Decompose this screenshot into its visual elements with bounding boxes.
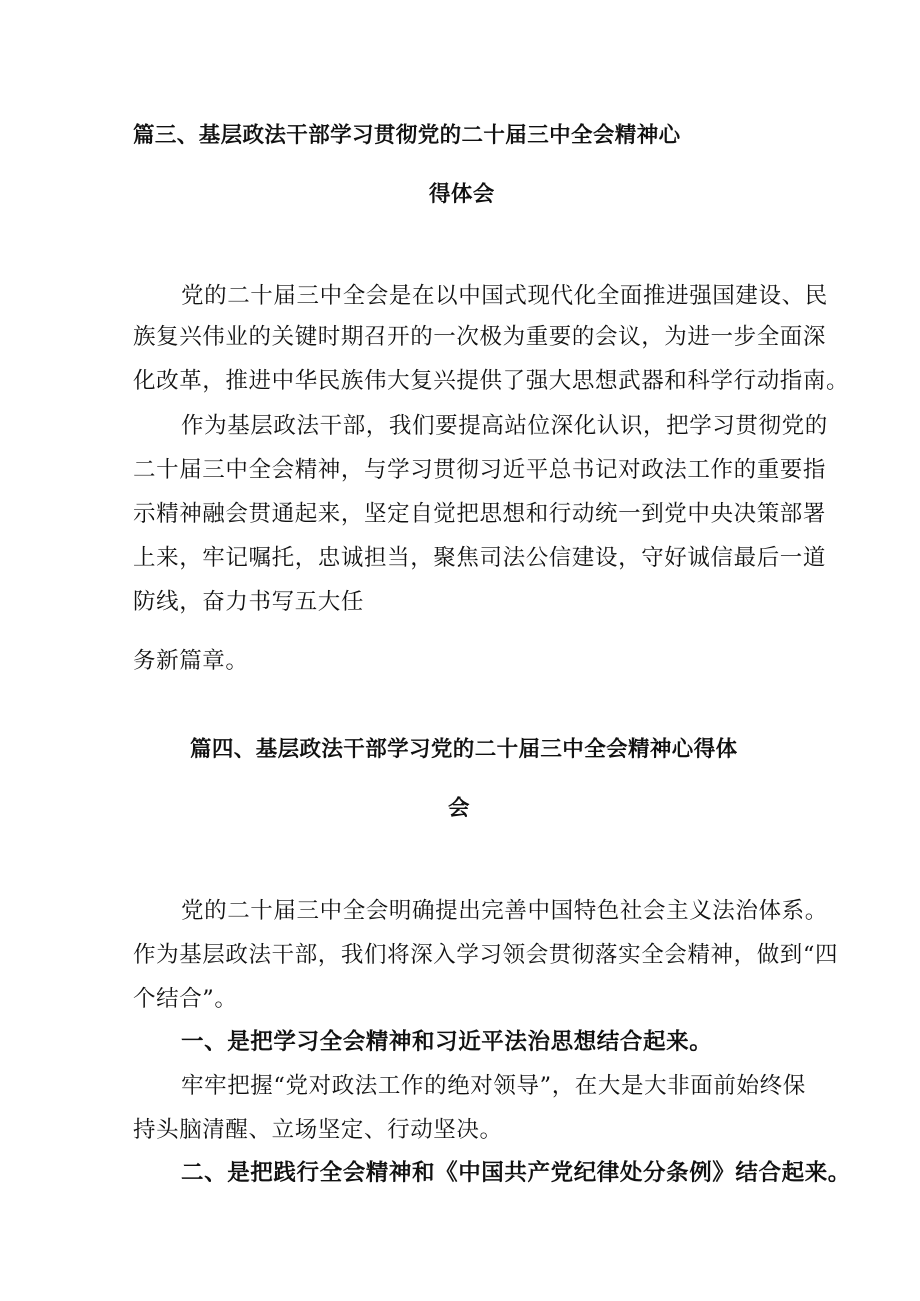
section3-p2-line2: 二十届三中全会精神，与学习贯彻习近平总书记对政法工作的重要指 <box>133 457 827 483</box>
section3-title-line2: 得体会 <box>429 182 495 207</box>
section3-p2-line5: 防线，奋力书写五大任 <box>133 589 365 615</box>
section4-point1-line2: 持头脑清醒、立场坚定、行动坚决。 <box>133 1117 503 1143</box>
section3-p2-line4: 上来，牢记嘱托，忠诚担当，聚焦司法公信建设，守好诚信最后一道 <box>133 545 827 571</box>
section3-p1-line3: 化改革，推进中华民族伟大复兴提供了强大思想武器和科学行动指南。 <box>133 368 850 394</box>
section4-point1-line1: 牢牢把握“党对政法工作的绝对领导”，在大是大非面前始终保 <box>181 1073 806 1099</box>
section3-p1-line2: 族复兴伟业的关键时期召开的一次极为重要的会议，为进一步全面深 <box>133 324 827 350</box>
section4-p1-line1: 党的二十届三中全会明确提出完善中国特色社会主义法治体系。 <box>181 898 828 924</box>
section3-title-line1: 篇三、基层政法干部学习贯彻党的二十届三中全会精神心 <box>133 123 681 148</box>
section3-p2-line3: 示精神融会贯通起来，坚定自觉把思想和行动统一到党中央决策部署 <box>133 501 827 527</box>
section4-title-line1: 篇四、基层政法干部学习党的二十届三中全会精神心得体 <box>190 737 738 762</box>
section3-p2-line1: 作为基层政法干部，我们要提高站位深化认识，把学习贯彻党的 <box>181 413 828 439</box>
section4-p1-line2: 作为基层政法干部，我们将深入学习领会贯彻落实全会精神，做到“四 <box>133 942 839 968</box>
section3-p1-line1: 党的二十届三中全会是在以中国式现代化全面推进强国建设、民 <box>181 283 828 309</box>
section4-p1-line3: 个结合”。 <box>133 986 238 1012</box>
section4-point2-heading: 二、是把践行全会精神和《中国共产党纪律处分条例》结合起来。 <box>181 1160 851 1186</box>
section3-p3: 务新篇章。 <box>133 648 249 674</box>
section4-title-line2: 会 <box>448 796 470 821</box>
section4-point1-heading: 一、是把学习全会精神和习近平法治思想结合起来。 <box>181 1029 713 1055</box>
